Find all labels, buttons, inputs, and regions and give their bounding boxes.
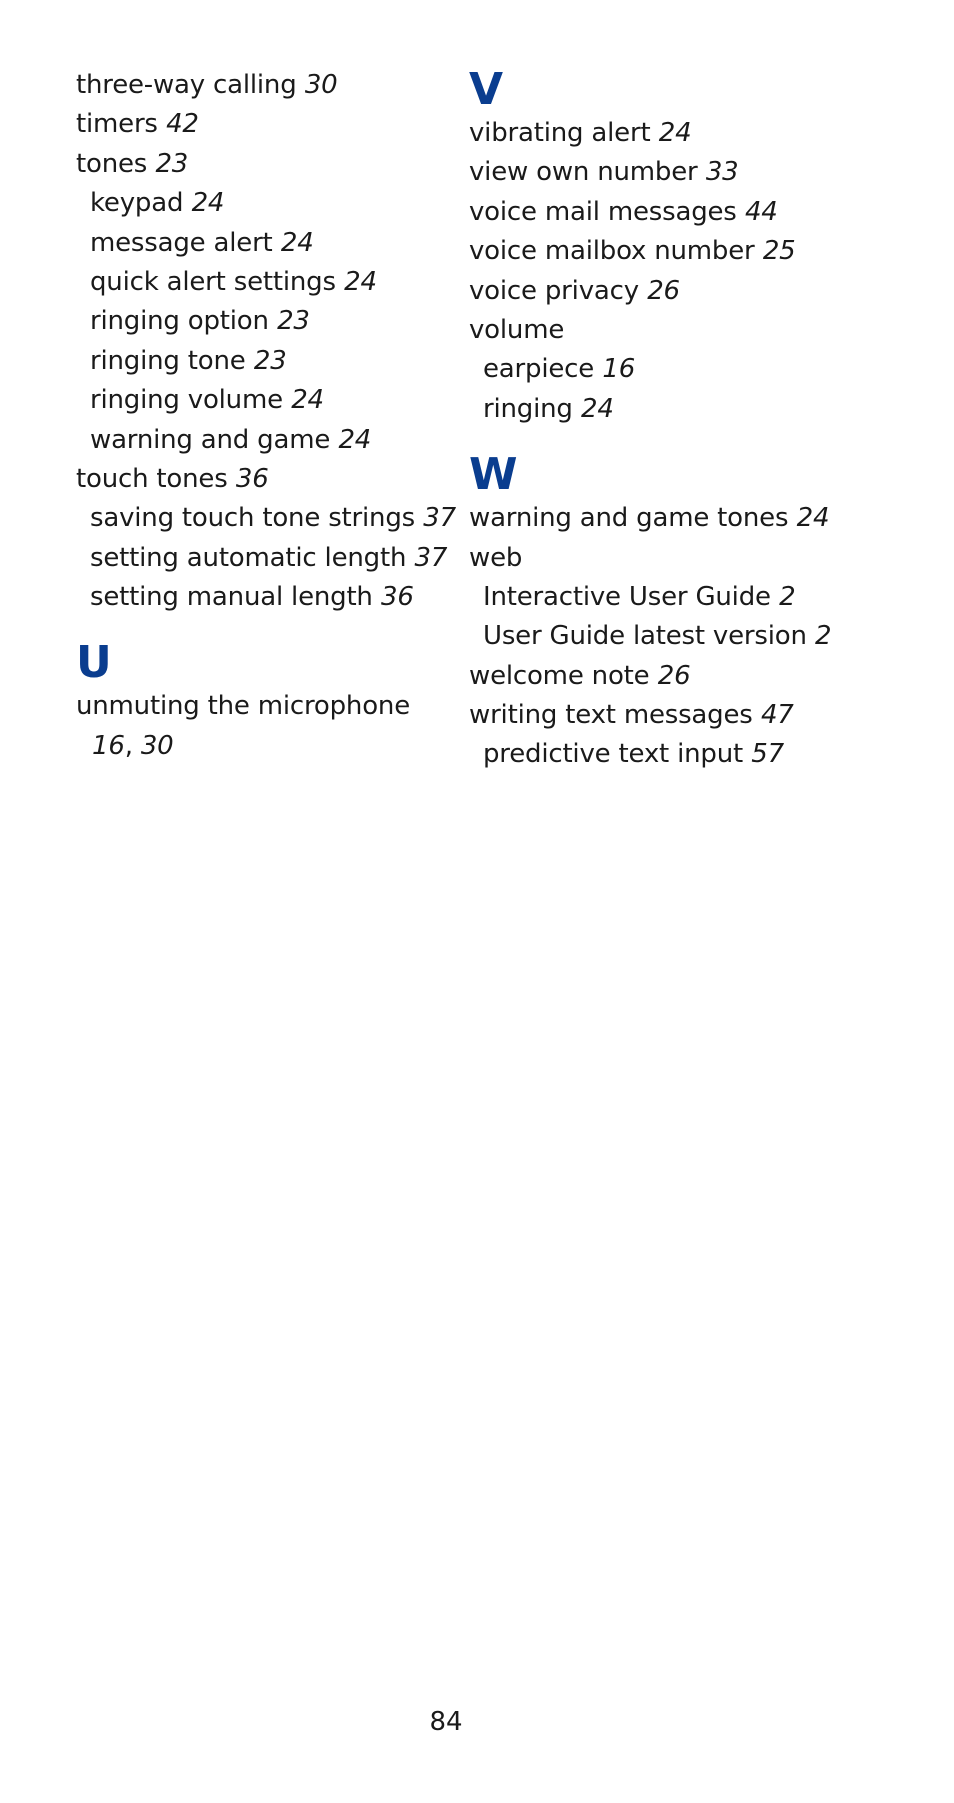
index-subentry xyxy=(469,578,889,617)
index-entry xyxy=(76,105,456,144)
index-entry xyxy=(469,657,889,696)
index-page-ref: 24 xyxy=(291,385,324,416)
index-term: unmuting the microphone xyxy=(76,691,410,722)
index-term: voice mail messages xyxy=(469,196,737,227)
index-page-ref: 36 xyxy=(381,582,414,613)
index-page-ref: 57 xyxy=(751,739,784,770)
index-page-ref: 30 xyxy=(140,730,174,761)
section-letter-u: U xyxy=(76,637,112,689)
index-term: saving touch tone strings xyxy=(90,503,415,534)
index-subentry xyxy=(469,617,889,656)
index-page-ref: 26 xyxy=(657,660,691,691)
index-term: ringing option xyxy=(90,306,269,337)
index-term: setting manual length xyxy=(90,582,373,613)
index-page-ref: 16 xyxy=(602,354,636,385)
index-term: ringing volume xyxy=(90,385,283,416)
index-page-ref: 2 xyxy=(779,581,796,612)
index-subentry xyxy=(76,421,456,460)
index-page-ref: 36 xyxy=(235,463,269,494)
index-term: welcome note xyxy=(469,660,650,691)
index-term: ringing tone xyxy=(90,345,246,376)
index-page-ref: 16 xyxy=(92,730,125,761)
index-term: earpiece xyxy=(483,354,595,385)
index-entry xyxy=(469,499,889,538)
index-term: view own number xyxy=(469,157,698,188)
index-page-ref: 26 xyxy=(647,275,680,306)
index-term: touch tones xyxy=(76,463,228,494)
index-subentry xyxy=(76,499,456,538)
index-column-right xyxy=(469,66,889,775)
index-term: setting automatic length xyxy=(90,542,407,573)
index-subentry xyxy=(469,735,889,774)
index-term: predictive text input xyxy=(483,739,743,770)
index-page-ref: 23 xyxy=(155,148,189,179)
index-page-ref: 24 xyxy=(191,188,225,219)
index-term: vibrating alert xyxy=(469,118,651,148)
index-entry xyxy=(469,272,889,311)
index-page-ref: 47 xyxy=(760,700,794,731)
index-subentry xyxy=(469,390,889,429)
index-entry xyxy=(469,311,889,350)
index-term: warning and game xyxy=(90,424,331,455)
index-subentry xyxy=(76,184,456,223)
index-page-ref: 24 xyxy=(658,118,692,148)
index-term: warning and game tones xyxy=(469,503,789,534)
index-term: User Guide latest version xyxy=(483,621,807,652)
index-entry xyxy=(469,153,889,192)
index-entry xyxy=(76,145,456,184)
page-number: 84 xyxy=(429,1707,463,1737)
index-term: tones xyxy=(76,148,148,179)
index-page-ref: 30 xyxy=(304,70,338,100)
index-entry xyxy=(469,232,889,271)
index-page-ref: 2 xyxy=(815,621,832,652)
index-term: Interactive User Guide xyxy=(483,581,771,612)
index-term: writing text messages xyxy=(469,700,753,731)
index-page-ref: 24 xyxy=(344,266,377,297)
index-subentry xyxy=(76,342,456,381)
index-subentry xyxy=(76,381,456,420)
index-term: voice privacy xyxy=(469,275,639,306)
section-letter-v: V xyxy=(469,64,504,115)
index-page-ref: 25 xyxy=(762,236,796,267)
index-entry-continuation xyxy=(76,727,456,766)
index-term: ringing xyxy=(483,393,573,424)
index-entry xyxy=(469,539,889,578)
index-subentry xyxy=(76,578,456,617)
index-page-ref: 24 xyxy=(338,424,372,455)
index-page-ref: 37 xyxy=(423,503,456,534)
index-column-left xyxy=(76,66,456,766)
section-gap xyxy=(76,617,456,639)
index-page-ref: 33 xyxy=(705,157,739,188)
index-term: volume xyxy=(469,314,565,345)
index-entry xyxy=(76,66,456,105)
index-page-ref: 42 xyxy=(166,109,199,140)
index-subentry xyxy=(76,224,456,263)
section-gap xyxy=(469,429,889,451)
index-page-ref: 23 xyxy=(277,306,310,337)
index-page-ref: 37 xyxy=(414,542,448,573)
index-entry xyxy=(469,193,889,232)
index-entry xyxy=(469,696,889,735)
index-term: three-way calling xyxy=(76,70,297,100)
index-subentry xyxy=(76,263,456,302)
index-page-ref: 24 xyxy=(581,393,614,424)
index-page-ref: 23 xyxy=(253,345,287,376)
section-letter-w: W xyxy=(469,449,518,501)
index-page-ref: 24 xyxy=(280,227,314,258)
index-page-ref: 24 xyxy=(796,503,830,534)
index-entry xyxy=(76,687,456,726)
index-entry xyxy=(469,114,889,153)
page-ref-separator: , xyxy=(124,730,133,761)
index-term: voice mailbox number xyxy=(469,236,755,267)
index-subentry xyxy=(469,350,889,389)
index-entry xyxy=(76,460,456,499)
index-term: web xyxy=(469,542,523,573)
index-subentry xyxy=(76,302,456,341)
index-term: timers xyxy=(76,109,158,140)
index-page-ref: 44 xyxy=(744,196,778,227)
index-term: quick alert settings xyxy=(90,266,336,297)
index-subentry xyxy=(76,539,456,578)
index-term: message alert xyxy=(90,227,273,258)
index-term: keypad xyxy=(90,188,184,219)
